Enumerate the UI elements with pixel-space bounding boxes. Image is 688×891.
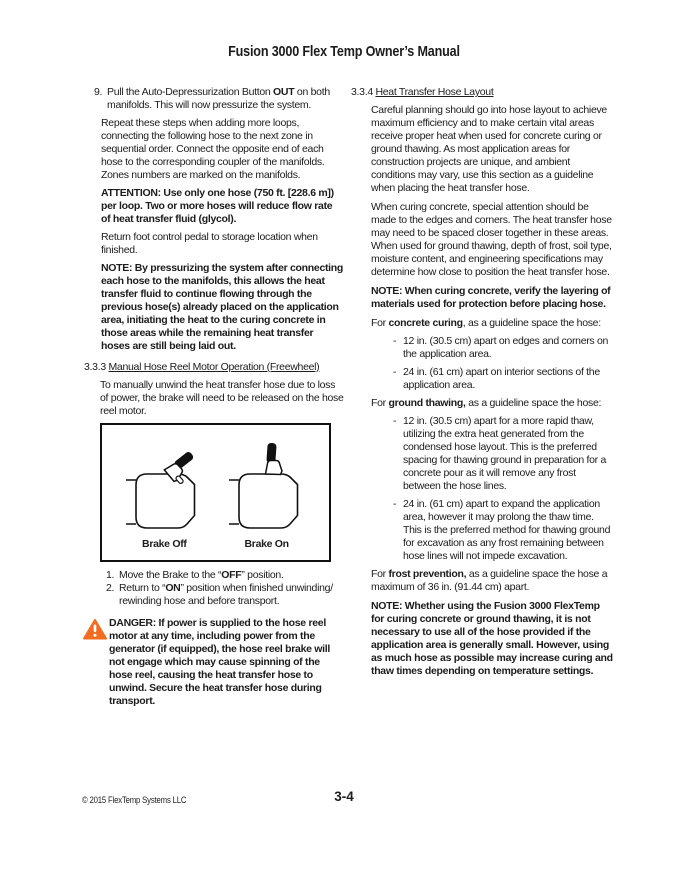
section-number: 3.3.3 — [84, 361, 106, 373]
for-ground-thawing-line: For ground thawing, as a guideline space the hose: — [371, 397, 602, 409]
paragraph-curing-concrete: When curing concrete, special attention should be made to the edges and corners. The heat transfer hose may need to be spaced closer together in these areas. When used for ground thawing, depth of frost, soil type, moisture content, and engineering specifications may determine how close to position the heat transfer hose. — [371, 201, 612, 278]
step-number: 1. — [106, 569, 115, 581]
step-number: 9. — [94, 86, 103, 98]
bullet-text: 24 in. (61 cm) apart on interior sections of the application area. — [403, 366, 600, 391]
bullet-text: 12 in. (30.5 cm) apart for a more rapid thaw, utilizing the extra heat generated from the condensed hose layout. This is the preferred spacing for thawing ground in preparation for a concrete pour as it will remove any frost between the hose lines. — [403, 415, 607, 492]
two-column-body — [84, 86, 613, 708]
bullet-dash: - — [393, 498, 397, 510]
list-item — [393, 366, 613, 392]
list-item — [393, 498, 613, 563]
bullet-dash: - — [393, 415, 397, 427]
right-column — [351, 86, 613, 708]
bullet-text: 12 in. (30.5 cm) apart on edges and corners on the application area. — [403, 335, 609, 360]
ground-thawing-bullets — [393, 415, 613, 563]
copyright-text: © 2015 FlexTemp Systems LLC — [82, 795, 187, 805]
brake-off-figure — [124, 441, 204, 560]
step-text: Pull the Auto-Depressurization Button OUT on both manifolds. This will now pressurize the system. — [107, 86, 330, 111]
section-heading-333 — [84, 361, 344, 374]
for-concrete-curing-line: For concrete curing, as a guideline space the hose: — [371, 317, 601, 329]
page-header — [0, 45, 688, 60]
bullet-text: 24 in. (61 cm) apart to expand the application area, however it may prolong the thaw time. This is the preferred method for thawing ground for excavation as any frost remaining between hose lines will not impede excavation. — [403, 498, 611, 562]
left-column — [84, 86, 344, 708]
brake-on-label: Brake On — [244, 538, 289, 550]
step-text: Move the Brake to the “OFF” position. — [119, 569, 284, 581]
for-frost-prevention-line: For frost prevention, as a guideline space the hose a maximum of 36 in. (91.44 cm) apart. — [371, 568, 608, 593]
hose-reel-motor-brake-on-drawing — [227, 441, 307, 537]
numbered-step-1 — [106, 569, 344, 582]
paragraph-unwind: To manually unwind the heat transfer hose due to loss of power, the brake will need to be released on the hose reel motor. — [100, 379, 344, 417]
danger-text: DANGER: If power is supplied to the hose reel motor at any time, including power from the generator (if equipped), the hose reel brake will not engage which may cause spinning of the hose reel, causing the heat transfer hose to unwind. Secure the heat transfer hose during transport. — [109, 617, 331, 707]
note-layering: NOTE: When curing concrete, verify the layering of materials used for protection before placing hose. — [371, 285, 611, 310]
note-pressurizing: NOTE: By pressurizing the system after connecting each hose to the manifolds, this allows the heat transfer fluid to continue flowing through the previous hose(s) already placed on the application area, initiating the heat to the curing concrete in those areas while the remaining heat transfer hoses are still being laid out. — [101, 262, 344, 352]
paragraph-planning: Careful planning should go into hose layout to achieve maximum efficiency and to make certain vital areas receive proper heat when used for concrete curing or ground thawing. As most application areas for construction projects are unique, and ambient conditions may vary, use this section as a guideline when placing the heat transfer hose. — [371, 104, 607, 194]
danger-callout — [109, 617, 344, 708]
page-title: Fusion 3000 Flex Temp Owner’s Manual — [228, 43, 460, 60]
section-title: Heat Transfer Hose Layout — [375, 86, 494, 98]
section-333-body — [100, 379, 344, 608]
page-number: 3-4 — [334, 789, 354, 804]
section-heading-334 — [351, 86, 613, 99]
step-text: Return to “ON” position when finished unwinding/ rewinding hose and before transport. — [119, 582, 333, 607]
section-number: 3.3.4 — [351, 86, 373, 98]
step-number: 2. — [106, 582, 115, 594]
list-item — [393, 415, 613, 493]
attention-note: ATTENTION: Use only one hose (750 ft. [228.6 m]) per loop. Two or more hoses will reduce flow rate of heat transfer fluid (glycol). — [101, 187, 334, 225]
paragraph-repeat-steps: Repeat these steps when adding more loops, connecting the following hose to the next zone in sequential order. Connect the opposite end of each hose to the corresponding coupler of the manifolds. Zones numbers are marked on the manifolds. — [101, 117, 325, 181]
brake-on-figure — [227, 441, 307, 560]
numbered-step-2 — [106, 582, 344, 608]
bullet-dash: - — [393, 366, 397, 378]
bullet-dash: - — [393, 335, 397, 347]
hose-reel-motor-brake-off-drawing — [124, 441, 204, 537]
paragraph-foot-pedal: Return foot control pedal to storage location when finished. — [101, 231, 318, 256]
brake-steps-list — [100, 569, 344, 608]
brake-figure — [100, 423, 331, 562]
note-hose-usage: NOTE: Whether using the Fusion 3000 FlexTemp for curing concrete or ground thawing, it is not necessary to use all of the hose provided if the application area is generally small. However, using as much hose as possible may increase curing and thaw times depending on temperature settings. — [371, 600, 613, 677]
warning-triangle-icon — [83, 619, 107, 640]
brake-lever-on — [265, 443, 282, 475]
section-title: Manual Hose Reel Motor Operation (Freewheel) — [108, 361, 320, 373]
list-item — [393, 335, 613, 361]
concrete-curing-bullets — [393, 335, 613, 392]
numbered-step-9 — [94, 86, 344, 112]
brake-off-label: Brake Off — [142, 538, 187, 550]
